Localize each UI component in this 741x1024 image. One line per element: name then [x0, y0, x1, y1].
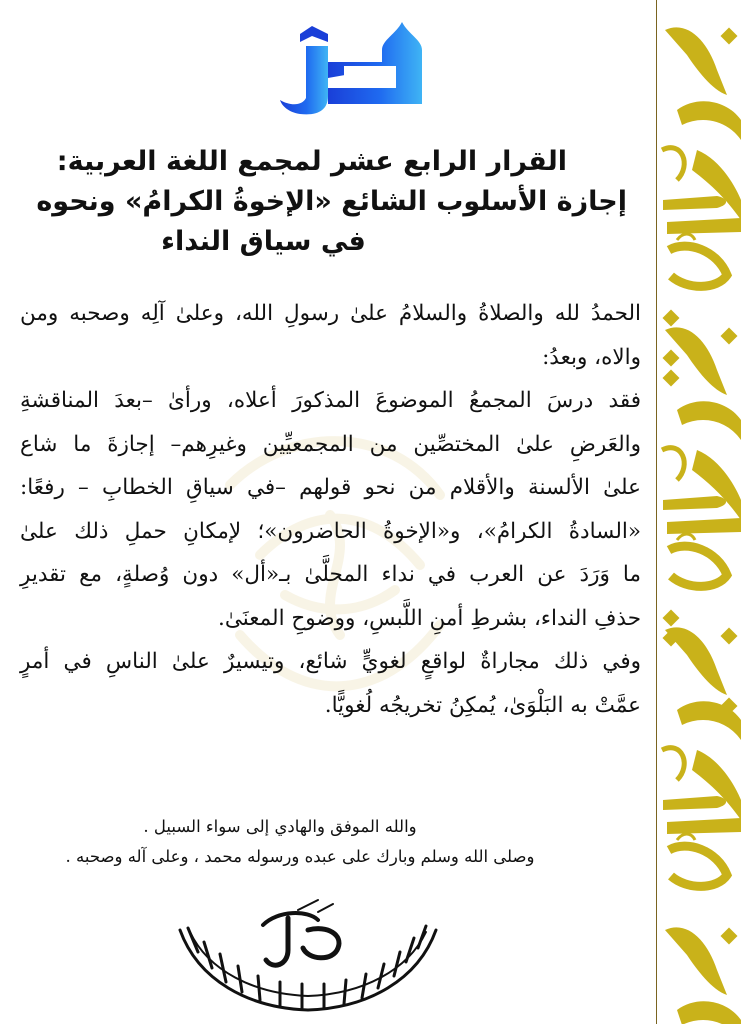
body-line: وفي ذلك مجاراةٌ لواقعٍ لغويٍّ شائع، وتيسيرٌ علىٰ الناسِ في أمرٍ — [20, 649, 641, 674]
gold-calligraphy-border-icon — [657, 0, 741, 1024]
decision-body — [20, 292, 641, 727]
closing-line-1: والله الموفق والهادي إلى سواء السبيل . — [143, 817, 417, 836]
body-line: علىٰ الألسنة والأقلام من نحو قولهم –في سياقِ الخطابِ – رفعًا: — [20, 475, 641, 500]
closing-line-2: وصلى الله وسلم وبارك على عبده ورسوله محمد ، وعلى آله وصحبه . — [65, 847, 535, 866]
body-line: والعَرضِ علىٰ المختصِّين من المجمعيِّين وغيرِهم– إجازةَ ما شاع — [20, 431, 641, 457]
body-line: والاه، وبعدُ: — [542, 344, 641, 370]
academy-calligraphy-seal-icon — [168, 890, 448, 1020]
heading-line-3: في سياق النداء — [161, 226, 366, 257]
paragraph-decision — [20, 379, 641, 640]
academy-logo-icon — [272, 12, 432, 122]
body-line: ما وَرَدَ عن العرب في نداء المحلَّىٰ بـ«أل» دون وُصلةٍ، مع تقديرِ — [20, 562, 641, 587]
decision-heading — [36, 142, 627, 262]
body-line: «السادةُ الكرامُ»، و«الإخوةُ الحاضرون»؛ لإمكانِ حملِ ذلك علىٰ — [20, 518, 641, 544]
heading-line-2: إجازة الأسلوب الشائع «الإخوةُ الكرامُ» ونحوه — [36, 186, 627, 217]
paragraph-opening — [20, 292, 641, 379]
body-line: عمَّتْ به البَلْوَىٰ، يُمكِنُ تخريجُه لُغويًّا. — [324, 692, 641, 718]
body-line: فقد درسَ المجمعُ الموضوعَ المذكورَ أعلاه، ورأىٰ –بعدَ المناقشةِ — [20, 388, 641, 413]
closing-formula — [40, 812, 560, 872]
heading-line-1: القرار الرابع عشر لمجمع اللغة العربية: — [56, 146, 567, 177]
paragraph-rationale — [20, 640, 641, 727]
body-line: حذفِ النداء، بشرطِ أمنِ اللَّبسِ، ووضوحِ المعنَىٰ. — [217, 605, 641, 631]
body-line: الحمدُ لله والصلاةُ والسلامُ علىٰ رسولِ الله، وعلىٰ آلِه وصحبه ومن — [20, 301, 641, 326]
gold-calligraphy-border — [657, 0, 741, 1024]
